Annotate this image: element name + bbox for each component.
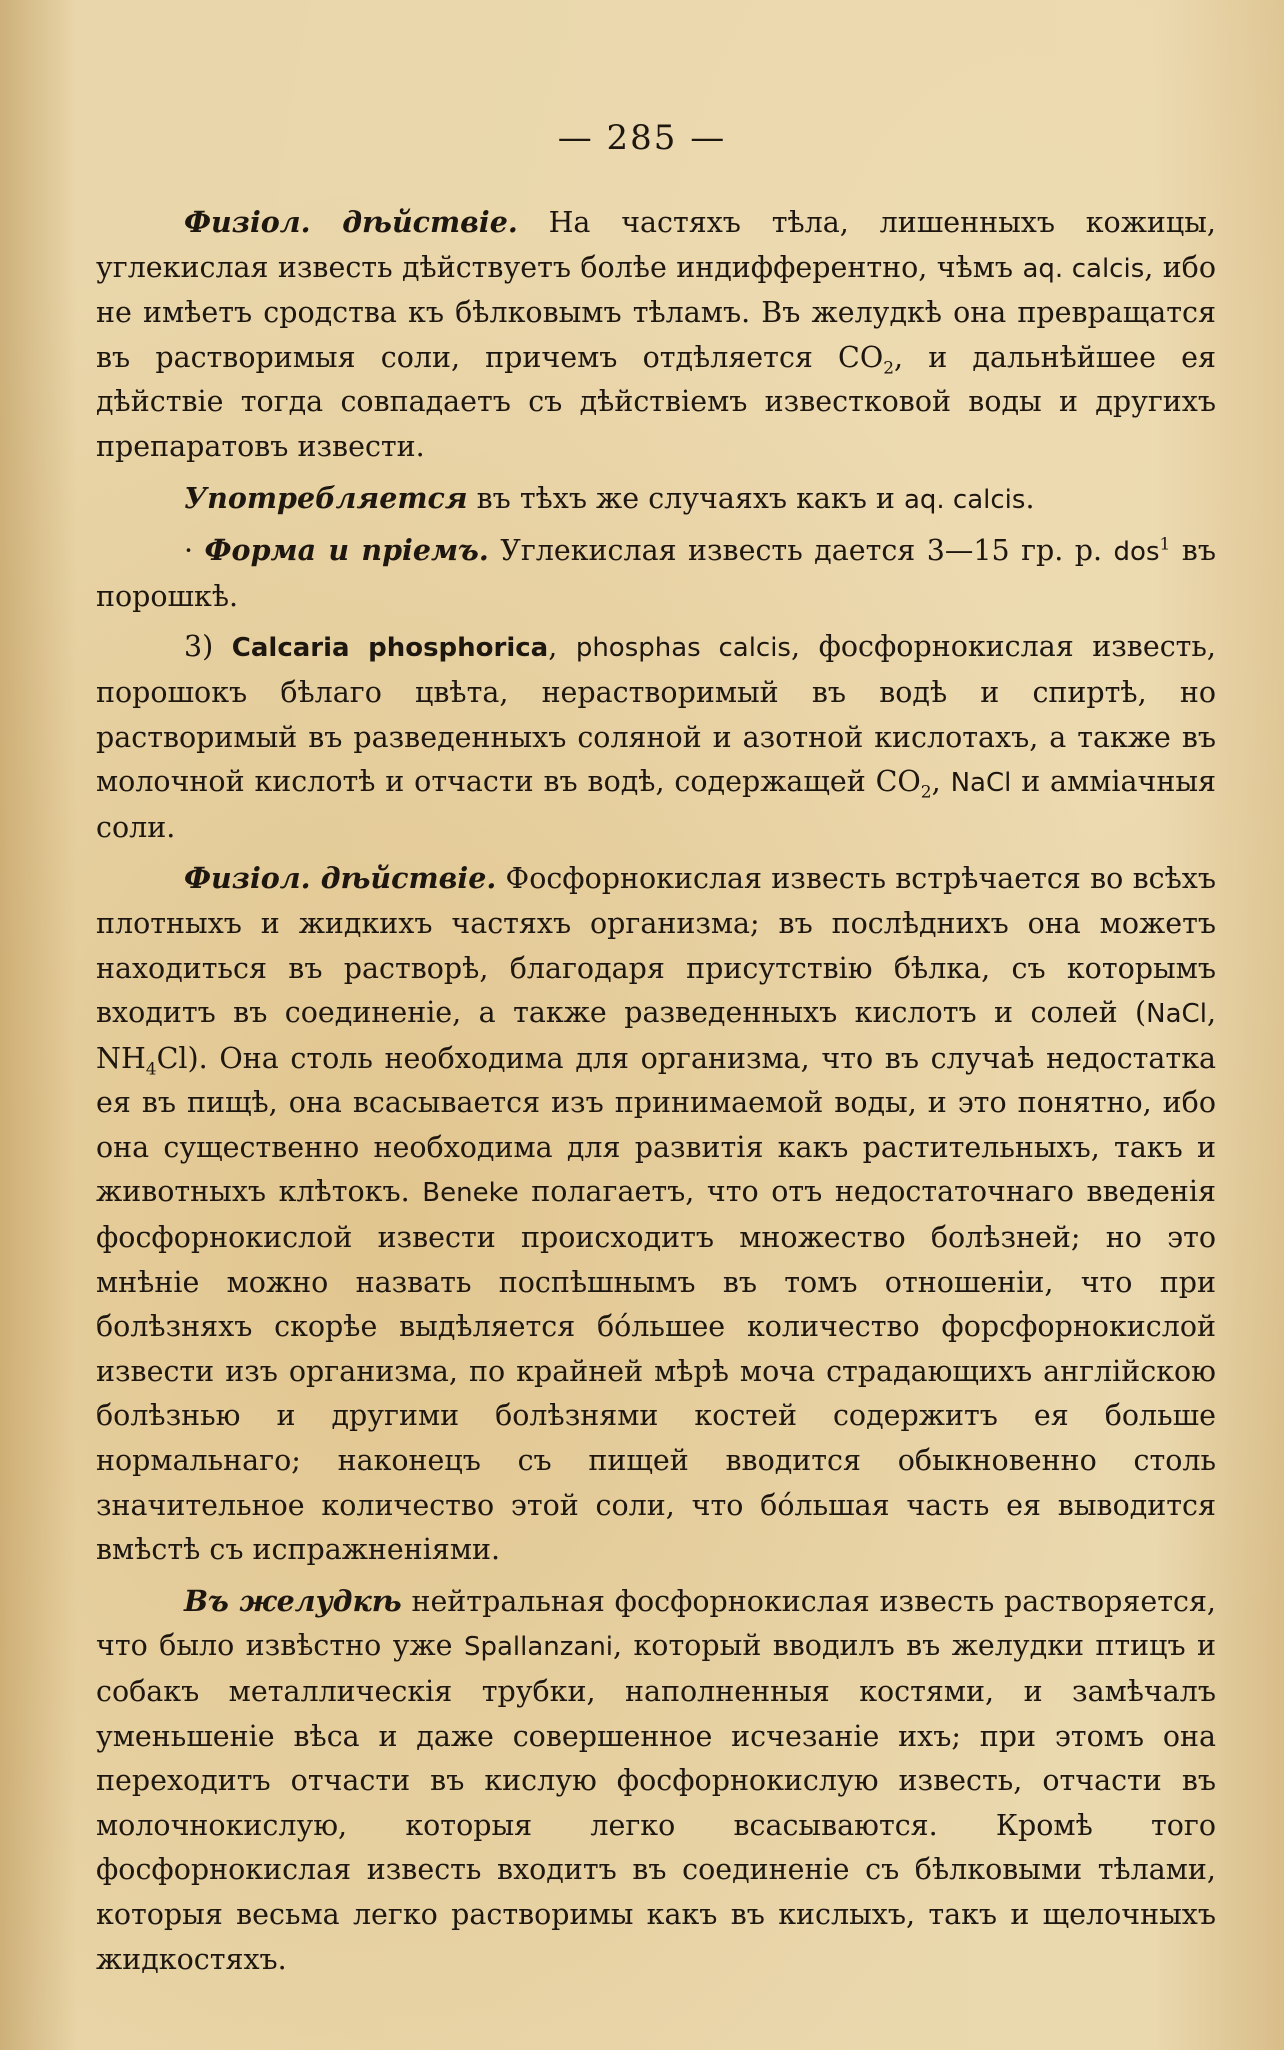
paragraph-lead: Употребляется — [184, 480, 468, 515]
paragraph-lead: Въ желудкѣ — [184, 1583, 402, 1618]
paragraph-lead: Физiол. дѣйствiе. — [184, 205, 518, 239]
paragraph-calcaria-phosphorica: 3) Calcaria phosphorica, phosphas calcis, фосфорнокислая известь, порошокъ бѣлаго цвѣта, нерастворимый въ водѣ и спиртѣ, но растворимый въ разведенныхъ соляной и азотной кислотахъ, а также въ молочной кислотѣ и отчасти въ водѣ, содержащей $CO_2$, NaCl и амміачныя соли. — [96, 630, 1216, 844]
paragraph-form-and-dose: · Форма и прiемъ. Углекислая известь дается 3—15 гр. p. dos$^1$ въ порошкѣ. — [96, 533, 1216, 613]
paragraph-usage: Употребляется въ тѣхъ же случаяхъ какъ и aq. calcis. — [184, 480, 1035, 515]
paragraph-lead: Физiол. дѣйствiе. — [184, 861, 497, 896]
substance-name: Calcaria phosphorica — [231, 633, 549, 664]
paragraph-physiological-action-1: Физiол. дѣйствiе. На частяхъ тѣла, лишенныхъ кожицы, углекислая известь дѣйствуетъ болѣе индифферентно, чѣмъ aq. calcis, ибо не имѣетъ сродства къ бѣлковымъ тѣламъ. Въ желудкѣ она превращатся въ растворимыя соли, причемъ отдѣляется $CO_2$, и дальнѣйшее ея дѣйствiе тогда совпадаетъ съ дѣйствiемъ известковой воды и другихъ препаратовъ извести. — [96, 205, 1217, 463]
paragraph-in-stomach: Въ желудкѣ нейтральная фосфорнокислая известь растворяется, что было извѣстно уже Spallanzani, который вводилъ въ желудки птицъ и собакъ металлическiя трубки, наполненныя костями, и замѣчалъ уменьшенiе вѣса и даже совершенное исчезанiе ихъ; при этомъ она переходитъ отчасти въ кислую фосфорнокислую известь, отчасти въ молочнокислую, которыя легко всасываются. Кромѣ того фосфорнокислая известь входитъ въ соединенiе съ бѣлковыми тѣлами, которыя весьма легко растворимы какъ въ кислыхъ, такъ и щелочныхъ жидкостяхъ. — [96, 1583, 1217, 1976]
paragraph-physiological-action-2: Физiол. дѣйствiе. Фосфорнокислая известь встрѣчается во всѣхъ плотныхъ и жидкихъ частяхъ организма; въ послѣднихъ она можетъ находиться въ растворѣ, благодаря присутствiю бѣлка, съ которымъ входитъ въ соединенiе, а также разведенныхъ кислотъ и солей (NaCl, $NH_4Cl$). Она столь необходима для организма, что въ случаѣ недостатка ея въ пищѣ, она всасывается изъ принимаемой воды, и это понятно, ибо она существенно необходима для развитiя какъ растительныхъ, такъ и животныхъ клѣтокъ. Beneke полагаетъ, что отъ недостаточнаго введенiя фосфорнокислой извести происходитъ множество болѣзней; но это мнѣнiе можно назвать поспѣшнымъ въ томъ отношенiи, что при болѣзняхъ скорѣе выдѣляется бóльшее количество форсфорнокислой извести изъ организма, по крайней мѣрѣ моча страдающихъ англiйскою болѣзнью и другими болѣзнями костей содержитъ ея больше нормальнаго; наконецъ съ пищей вводится обыкновенно столь значительное количество этой соли, что бóльшая часть ея выводится вмѣстѣ съ испражненiями. — [96, 861, 1216, 1567]
paragraph-lead: Форма и прiемъ. — [204, 533, 489, 568]
body-text — [96, 200, 1216, 1982]
page-number: — 285 — — [557, 118, 727, 158]
